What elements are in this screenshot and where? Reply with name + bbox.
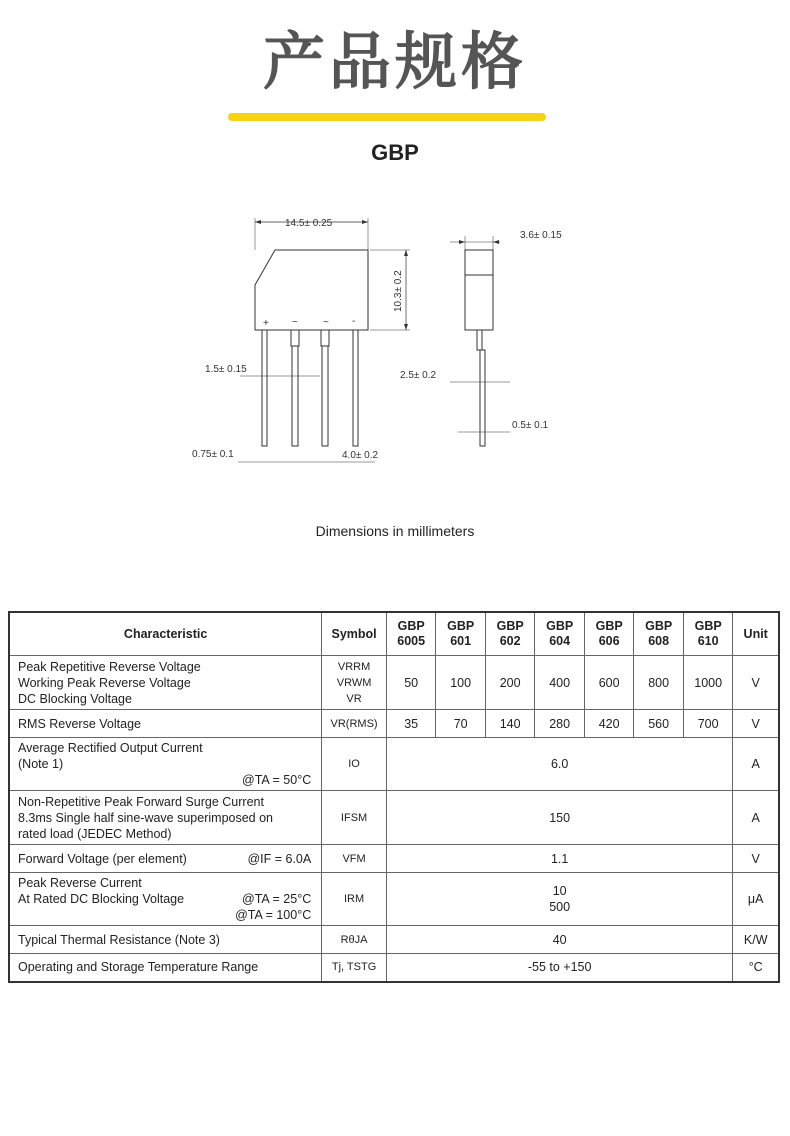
lead-2 [291,330,299,346]
diagram-caption: Dimensions in millimeters [315,523,475,539]
lead-1 [262,330,267,446]
row-characteristic: Operating and Storage Temperature Range [9,954,322,982]
value-cell: 35 [386,710,436,738]
row-characteristic: Typical Thermal Resistance (Note 3) [9,926,322,954]
unit-cell: A [733,791,779,845]
value-cell: 140 [485,710,535,738]
header-unit: Unit [733,612,779,656]
value-cell: 800 [634,656,684,710]
dim-lead-width: 0.75± 0.1 [192,449,234,460]
row-symbol: IRM [322,873,387,926]
unit-cell: K/W [733,926,779,954]
page-title: 产品规格 [262,25,527,98]
value-cell: 600 [584,656,634,710]
unit-cell: V [733,845,779,873]
value-cell: 100 [436,656,486,710]
table-header-row [9,612,779,656]
row-condition: @TA = 25°C [242,892,312,906]
package-name: GBP [371,140,419,165]
header-symbol: Symbol [322,612,387,656]
pin-plus: + [263,318,269,329]
row-symbol: Tj, TSTG [322,954,387,982]
unit-cell: °C [733,954,779,982]
value-cell: 420 [584,710,634,738]
header-model-608: GBP 608 [634,612,684,656]
row-condition: @TA = 50°C [242,773,312,787]
dim-lead-spacing: 1.5± 0.15 [205,364,247,375]
value-cell: 400 [535,656,585,710]
unit-cell: A [733,738,779,791]
header-model-604: GBP 604 [535,612,585,656]
unit-cell: V [733,656,779,710]
dim-offset: 2.5± 0.2 [400,370,437,381]
pin-ac1: ~ [292,317,298,328]
side-body [465,250,493,330]
value-cell: 700 [683,710,733,738]
table-row [9,873,779,926]
value-cell: 40 [386,926,733,954]
dim-body-width: 14.5± 0.25 [285,218,333,229]
value-cell: 200 [485,656,535,710]
lead-4 [353,330,358,446]
table-row [9,656,779,710]
header-model-601: GBP 601 [436,612,486,656]
row-condition: @IF = 6.0A [247,851,312,866]
unit-cell: V [733,710,779,738]
header-model-606: GBP 606 [584,612,634,656]
table-row [9,738,779,791]
value-cell: 560 [634,710,684,738]
row-characteristic: Average Rectified Output Current (Note 1) @TA = 50°C [9,738,322,791]
row-symbol: VR(RMS) [322,710,387,738]
value-cell: 1000 [683,656,733,710]
row-symbol: RθJA [322,926,387,954]
row-characteristic: Peak Reverse Current @TA = 25°C At Rated DC Blocking Voltage @TA = 100°C [9,873,322,926]
value-cell: 150 [386,791,733,845]
dim-thickness: 3.6± 0.15 [520,230,562,241]
header-model-602: GBP 602 [485,612,535,656]
row-symbol: VRRM VRWM VR [322,656,387,710]
dim-body-height: 10.3± 0.2 [393,270,404,312]
table-row [9,845,779,873]
row-symbol: IFSM [322,791,387,845]
pin-ac2: ~ [323,317,329,328]
row-characteristic: Forward Voltage (per element) @IF = 6.0A [9,845,322,873]
lead-2b [292,346,298,446]
dimension-diagram [180,200,600,490]
dim-lead-thickness: 0.5± 0.1 [512,420,549,431]
unit-cell: μA [733,873,779,926]
value-cell: 10 500 [386,873,733,926]
spec-table [8,611,780,983]
lead-3b [322,346,328,446]
row-characteristic: RMS Reverse Voltage [9,710,322,738]
value-cell: 50 [386,656,436,710]
header-model-610: GBP 610 [683,612,733,656]
value-cell: 280 [535,710,585,738]
header-model-6005: GBP 6005 [386,612,436,656]
table-row [9,954,779,982]
dim-pitch: 4.0± 0.2 [342,450,379,461]
row-symbol: VFM [322,845,387,873]
row-characteristic: Non-Repetitive Peak Forward Surge Current 8.3ms Single half sine-wave superimposed on rated load (JEDEC Method) [9,791,322,845]
row-symbol: IO [322,738,387,791]
value-cell: 1.1 [386,845,733,873]
table-row [9,791,779,845]
value-cell: -55 to +150 [386,954,733,982]
header-characteristic: Characteristic [9,612,322,656]
lead-3 [321,330,329,346]
value-cell: 70 [436,710,486,738]
table-row [9,710,779,738]
table-row [9,926,779,954]
value-cell: 6.0 [386,738,733,791]
pin-minus: - [352,316,356,327]
title-underline [228,113,546,121]
row-condition: @TA = 100°C [235,908,312,922]
row-characteristic: Peak Repetitive Reverse Voltage Working Peak Reverse Voltage DC Blocking Voltage [9,656,322,710]
